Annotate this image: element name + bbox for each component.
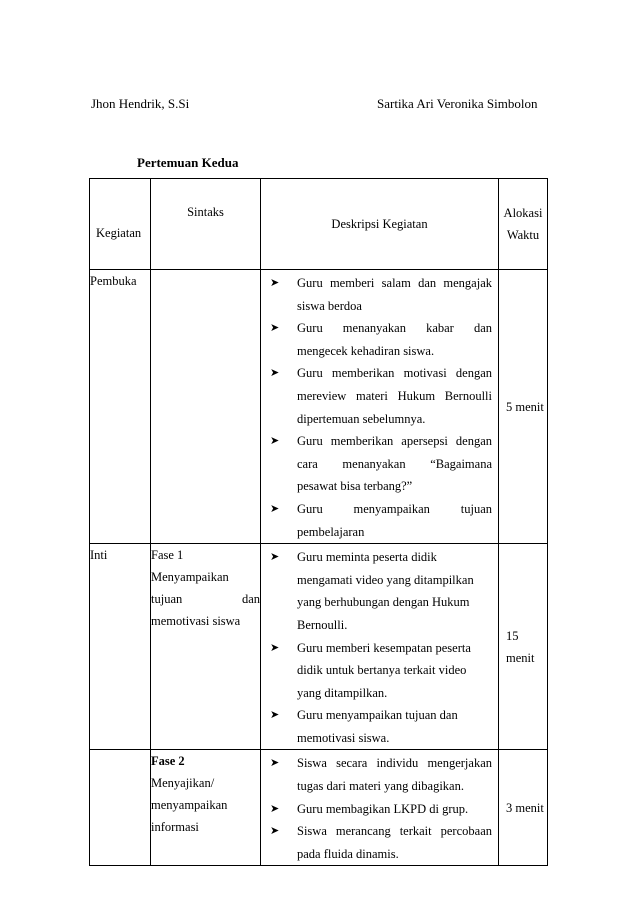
header-kegiatan: Kegiatan (90, 179, 151, 270)
arrow-bullet-icon: ➤ (270, 277, 280, 289)
table-row (90, 270, 548, 544)
deskripsi-list (261, 544, 498, 749)
table-header-row (90, 179, 548, 270)
arrow-bullet-icon: ➤ (270, 825, 280, 838)
sintaks-cell (151, 270, 261, 544)
author-right: Sartika Ari Veronika Simbolon (377, 96, 538, 111)
arrow-bullet-icon: ➤ (270, 502, 280, 515)
kegiatan-cell: Inti (90, 544, 151, 750)
arrow-bullet-icon: ➤ (270, 802, 280, 815)
list-item: ➤ Guru memberikan motivasi dengan mereview materi Hukum Bernoulli dipertemuan sebelumnya. (267, 362, 492, 430)
deskripsi-cell (261, 544, 499, 750)
header-alokasi-line1: Alokasi (503, 206, 543, 220)
list-item: ➤ Siswa merancang terkait percobaan pada fluida dinamis. (267, 820, 492, 865)
deskripsi-cell (261, 750, 499, 866)
table-row (90, 544, 548, 750)
list-item: ➤ Guru menyampaikan tujuan dan memotivasi siswa. (267, 704, 492, 749)
header-sintaks: Sintaks (151, 179, 261, 270)
list-item: ➤ Siswa secara individu mengerjakan tugas dari materi yang dibagikan. (267, 752, 492, 797)
sintaks-cell (151, 750, 261, 866)
arrow-bullet-icon: ➤ (270, 322, 280, 335)
arrow-bullet-icon: ➤ (270, 709, 280, 722)
sintaks-cell (151, 544, 261, 750)
kegiatan-cell (90, 750, 151, 866)
alokasi-cell: 15 menit (499, 544, 548, 750)
sintaks-line: informasi (151, 820, 199, 835)
arrow-bullet-icon: ➤ (270, 641, 280, 654)
table-row (90, 750, 548, 866)
author-left: Jhon Hendrik, S.Si (91, 96, 190, 111)
list-item: ➤ Guru meminta peserta didik mengamati video yang ditampilkan yang berhubungan dengan Hukum Bernoulli. (267, 546, 492, 636)
sintaks-word: dan (241, 592, 260, 607)
deskripsi-list (261, 750, 498, 865)
alokasi-cell: 3 menit (499, 750, 548, 866)
sintaks-title: Fase 2 (151, 754, 185, 769)
section-title: Pertemuan Kedua (137, 155, 239, 170)
alokasi-cell: 5 menit (499, 270, 548, 544)
sintaks-line: menyampaikan (151, 798, 228, 813)
deskripsi-cell (261, 270, 499, 544)
arrow-bullet-icon: ➤ (270, 435, 280, 448)
header-deskripsi: Deskripsi Kegiatan (261, 179, 499, 270)
sintaks-title: Fase 1 (151, 548, 184, 563)
list-item: ➤ Guru menanyakan kabar dan mengecek kehadiran siswa. (267, 317, 492, 362)
header-alokasi (499, 179, 548, 270)
sintaks-line: memotivasi siswa (151, 614, 241, 629)
arrow-bullet-icon: ➤ (270, 551, 280, 564)
sintaks-line: Menyajikan/ (151, 776, 215, 791)
list-item: ➤ Guru memberikan apersepsi dengan cara menanyakan “Bagaimana pesawat bisa terbang?” (267, 430, 492, 498)
arrow-bullet-icon: ➤ (270, 757, 280, 770)
list-item: ➤ Guru memberi salam dan mengajak siswa berdoa (267, 272, 492, 317)
arrow-bullet-icon: ➤ (270, 367, 280, 380)
header-alokasi-line2: Waktu (506, 228, 540, 242)
sintaks-word: tujuan (151, 592, 183, 607)
deskripsi-list (261, 270, 498, 543)
kegiatan-cell: Pembuka (90, 270, 151, 544)
sintaks-line (151, 588, 260, 610)
lesson-plan-table (89, 178, 548, 866)
list-item: ➤ Guru memberi kesempatan peserta didik untuk bertanya terkait video yang ditampilkan. (267, 637, 492, 705)
list-item: ➤ Guru menyampaikan tujuan pembelajaran (267, 498, 492, 543)
sintaks-line: Menyampaikan (151, 570, 229, 585)
list-item: ➤ Guru membagikan LKPD di grup. (267, 798, 492, 821)
